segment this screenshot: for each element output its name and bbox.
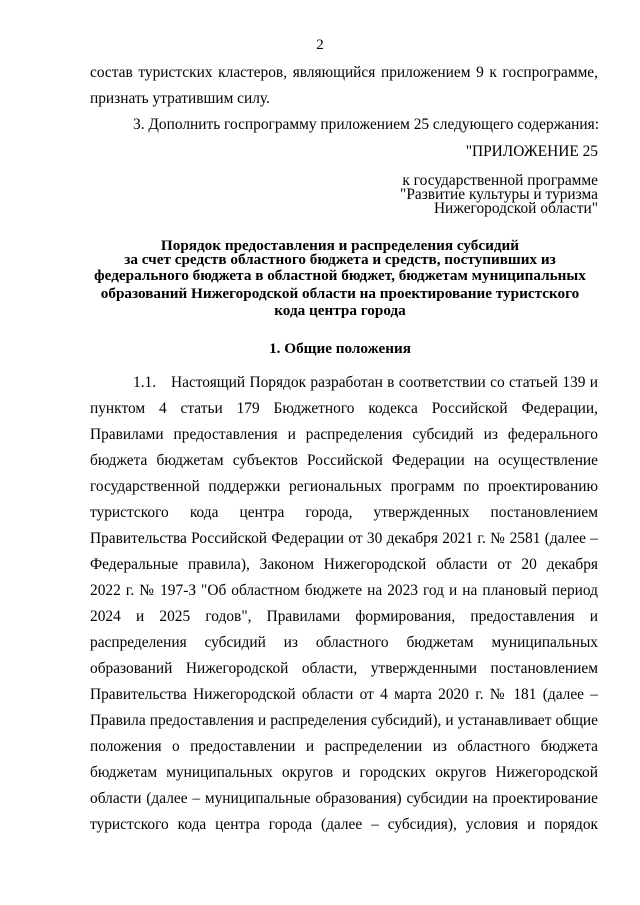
doc-title-line-4: образований Нижегородской области на проектирование туристского bbox=[100, 285, 580, 302]
paragraph-first-line bbox=[133, 374, 598, 392]
paragraph-first-text: Настоящий Порядок разработан в соответствии со статьей 139 и bbox=[171, 374, 598, 391]
paragraph-line: Правила предоставления и распределения субсидий), и устанавливает общие bbox=[90, 712, 598, 729]
paragraph-line: области (далее – муниципальные образования) субсидии на проектирование bbox=[90, 790, 598, 807]
doc-title-line-5: кода центра города bbox=[274, 302, 406, 319]
paragraph-line: Правительства Нижегородской области от 4 марта 2020 г. № 181 (далее – bbox=[90, 686, 598, 703]
intro-line-1: состав туристских кластеров, являющийся приложением 9 к госпрограмме, bbox=[90, 64, 598, 81]
appendix-line-2: "Развитие культуры и туризма bbox=[400, 186, 598, 203]
paragraph-line: 2024 и 2025 годов", Правилами формирования, предоставления и bbox=[90, 608, 598, 625]
intro-line-2: признать утратившим силу. bbox=[90, 90, 270, 107]
appendix-title: "ПРИЛОЖЕНИЕ 25 bbox=[465, 143, 598, 160]
paragraph-line: бюджетам муниципальных округов и городских округов Нижегородской bbox=[90, 764, 598, 781]
paragraph-line: Правилами предоставления и распределения субсидий из федерального bbox=[90, 426, 598, 443]
paragraph-line: Федеральные правила), Законом Нижегородской области от 20 декабря bbox=[90, 556, 598, 573]
section-heading: 1. Общие положения bbox=[269, 340, 411, 357]
doc-title-line-3: федерального бюджета в областной бюджет, бюджетам муниципальных bbox=[94, 267, 586, 284]
paragraph-line: пунктом 4 статьи 179 Бюджетного кодекса Российской Федерации, bbox=[90, 400, 598, 417]
item-3-text: 3. Дополнить госпрограмму приложением 25 следующего содержания: bbox=[133, 116, 599, 133]
doc-title-line-2: за счет средств областного бюджета и средств, поступивших из bbox=[124, 251, 556, 268]
paragraph-line: образований Нижегородской области, утвержденными постановлением bbox=[90, 660, 598, 677]
paragraph-line: туристского кода центра города (далее – субсидия), условия и порядок bbox=[90, 816, 598, 833]
paragraph-line: Правительства Российской Федерации от 30 декабря 2021 г. № 2581 (далее – bbox=[90, 530, 598, 547]
paragraph-line: государственной поддержки региональных программ по проектированию bbox=[90, 478, 598, 495]
paragraph-number: 1.1. bbox=[133, 374, 157, 391]
paragraph-line: бюджета бюджетам субъектов Российской Федерации на осуществление bbox=[90, 452, 598, 469]
page-number: 2 bbox=[316, 37, 324, 53]
paragraph-line: положения о предоставлении и распределении из областного бюджета bbox=[90, 738, 598, 755]
appendix-line-3: Нижегородской области" bbox=[433, 200, 598, 217]
paragraph-line: 2022 г. № 197-З "Об областном бюджете на 2023 год и на плановый период bbox=[90, 582, 598, 599]
paragraph-line: туристского кода центра города, утвержденных постановлением bbox=[90, 504, 598, 521]
appendix-line-1: к государственной программе bbox=[402, 172, 598, 189]
paragraph-line: распределения субсидий из областного бюджетам муниципальных bbox=[90, 634, 598, 651]
doc-title-line-1: Порядок предоставления и распределения субсидий bbox=[160, 237, 520, 254]
